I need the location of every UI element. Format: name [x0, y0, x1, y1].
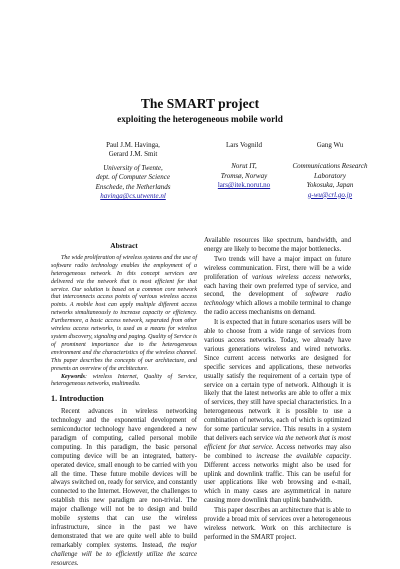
author-affiliation: University of Twente, dept. of Computer Science Enschede, the Netherlands: [95, 163, 171, 191]
right-paragraph-1: [204, 256, 351, 318]
author-block-twente: [74, 141, 192, 201]
author-affiliation: Norut IT, Tromsø, Norway: [220, 162, 268, 180]
right-p1-text-a: Two trends will have a major impact on future wireless communication. First, there will be a wide proliferation of: [204, 255, 351, 281]
right-p1-text-c: which allows a mobile terminal to change the radio access mechanisms on demand.: [204, 300, 351, 317]
keywords-label: Keywords: [61, 373, 85, 380]
right-p2-text-b: . Access networks may also be combined to: [204, 443, 351, 460]
paper-title: The SMART project: [140, 96, 260, 111]
author-names: Gang Wu: [316, 141, 344, 149]
right-p1-emphasis-a: various wireless access networks: [252, 273, 350, 281]
right-paragraph-2: [204, 319, 351, 506]
keywords-text: : wireless Internet, Quality of Service, heterogeneous networks, multimedia.: [51, 373, 197, 388]
right-p2-emphasis-a: via the network that is most efficient for that service: [204, 434, 352, 451]
author-email-link[interactable]: g-wu@crl.go.jp: [307, 190, 353, 199]
right-p1-emphasis-b: software radio technology: [204, 291, 351, 308]
intro-paragraph-1-text: Recent advances in wireless networking technology and the exponential development of semiconductor technology have engendered a new paradigm of computing, called personal mobile computing. In this paradigm, the basic personal computing device will be an integrated, battery-operated device, small enough to be carried with you all the time. These future mobile devices will be always switched on, ready for service, and constantly connected to the Internet. However, the challenges to establish this new paradigm are non-trivial. The major challenge will not be to design and build mobile systems that can use the wireless infrastructure, since in the past we have demonstrated that we are quite well able to build remarkably complex systems. Instead,: [51, 408, 197, 549]
author-block-norut: [210, 141, 278, 191]
author-block-crl: [280, 141, 380, 200]
author-email-link[interactable]: havinga@cs.utwente.nl: [100, 192, 166, 201]
paper-subtitle: exploiting the heterogeneous mobile world: [117, 114, 283, 124]
author-email-link[interactable]: lars@itek.norut.no: [217, 181, 271, 190]
intro-paragraph-1: [51, 408, 197, 568]
right-p2-text-a: It is expected that in future scenarios users will be able to choose from a wide range of services from various access networks. Today, we already have various generations wireless and wired networks. Since current access networks are designed for specific services and applications, these networks usually satisfy the requirement of a certain type of service on a certain type of network. Although it is likely that the latest networks are able to offer a mix of services, they still have special characteristics. In a heterogeneous network it is possible to use a combination of networks, each of which is optimized for some particular service. This results in a system that delivers each service: [204, 319, 351, 442]
right-paragraph-0: Available resources like spectrum, bandwidth, and energy are likely to become the major bottlenecks.: [204, 237, 351, 253]
right-p2-text-c: . Different access networks might also be used for uplink and downlink traffic. This can be useful for user applications like web browsing and e-mail, which in many cases are asymmetrical in nature causing more downlink than uplink bandwidth.: [204, 452, 352, 505]
left-column: [51, 242, 197, 569]
right-p1-text-b: , each having their own preferred type of service, and second, the development of: [204, 273, 352, 299]
abstract-heading: Abstract: [110, 241, 138, 250]
right-p2-emphasis-b: increase the available capacity: [256, 452, 350, 460]
intro-paragraph-1-emphasis: the major challenge will be to efficiently utilize the scarce resources.: [51, 541, 197, 567]
author-names: Paul J.M. Havinga, Gerard J.M. Smit: [106, 141, 160, 159]
section-heading-introduction: 1. Introduction: [51, 394, 104, 404]
author-affiliation: Communications Research Laboratory Yokosuka, Japan: [292, 162, 368, 190]
keywords: [51, 374, 197, 390]
author-names: Lars Vognild: [225, 141, 263, 149]
abstract-text: The wide proliferation of wireless systems and the use of software radio technology enables the employment of a heterogeneous network. In this concept services are delivered via the network that is most efficient for that service. Our solution is based on a common core network that interconnects access points of various wireless access points. A mobile host can apply multiple different access networks simultaneously to increase capacity or efficiency. Furthermore, a basic access network, separated from other wireless access networks, is used as a means for wireless system discovery, signaling and paging. Quality of Service is of prominent importance due to the heterogeneous environment and the characteristics of the wireless channel. This paper describes the concepts of our architecture, and presents an overview of the architecture.: [51, 254, 197, 372]
right-paragraph-3: This paper describes an architecture that is able to provide a broad mix of services over a heterogeneous wireless network. Work on this architecture is performed in the SMART project.: [204, 507, 351, 541]
right-column: [204, 237, 351, 543]
